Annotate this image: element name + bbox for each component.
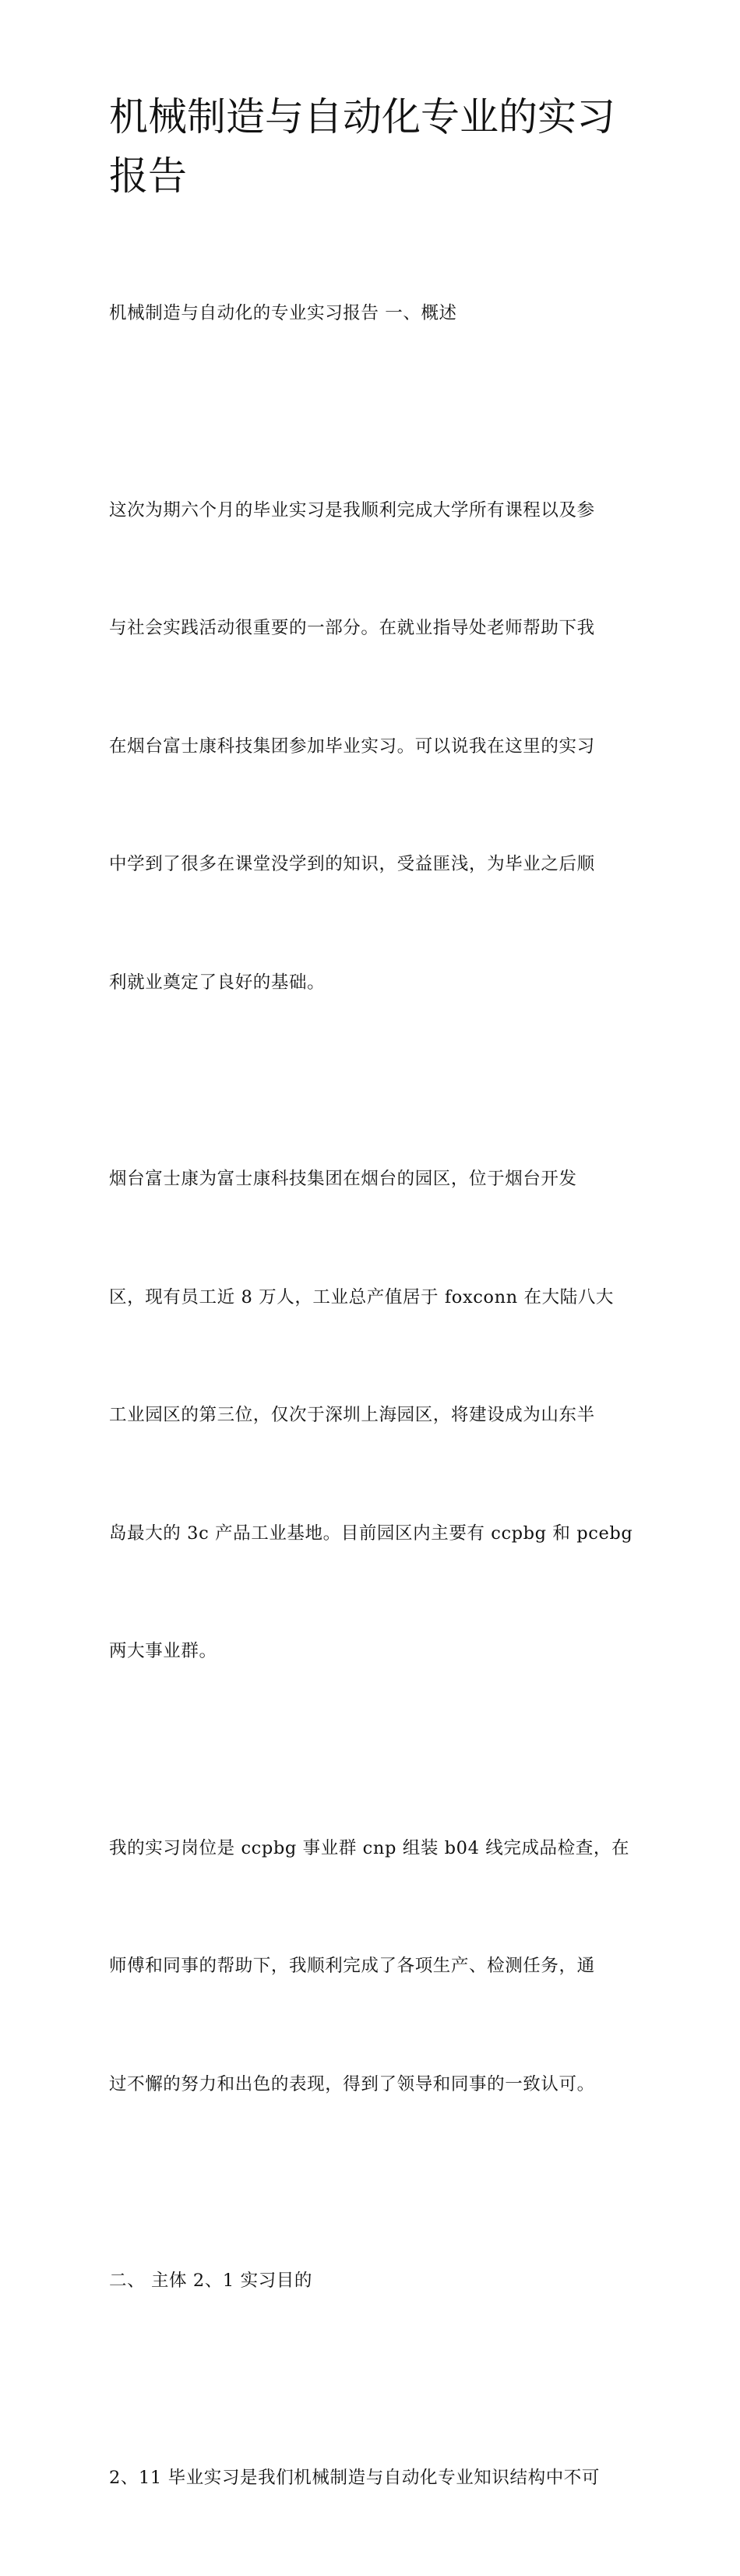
paragraph-company bbox=[109, 1081, 647, 1750]
text-line: 2、11 毕业实习是我们机械制造与自动化专业知识结构中不可 bbox=[109, 2458, 647, 2498]
text-line: 过不懈的努力和出色的表现，得到了领导和同事的一致认可。 bbox=[109, 2065, 647, 2105]
document-title bbox=[109, 87, 647, 206]
paragraph-purpose bbox=[109, 2380, 647, 2576]
title-line: 机械制造与自动化专业的实习 bbox=[109, 87, 647, 146]
document-body bbox=[109, 215, 647, 2576]
document-page bbox=[109, 87, 647, 2576]
text-line: 与社会实践活动很重要的一部分。在就业指导处老师帮助下我 bbox=[109, 609, 647, 648]
text-line: 岛最大的 3c 产品工业基地。目前园区内主要有 ccpbg 和 pcebg bbox=[109, 1514, 647, 1554]
paragraph-introduction bbox=[109, 412, 647, 1082]
text-line: 工业园区的第三位，仅次于深圳上海园区，将建设成为山东半 bbox=[109, 1396, 647, 1435]
text-line: 利就业奠定了良好的基础。 bbox=[109, 963, 647, 1003]
paragraph-main-heading bbox=[109, 2183, 647, 2380]
text-line: 师傅和同事的帮助下，我顺利完成了各项生产、检测任务，通 bbox=[109, 1946, 647, 1986]
text-line: 这次为期六个月的毕业实习是我顺利完成大学所有课程以及参 bbox=[109, 491, 647, 531]
paragraph-position bbox=[109, 1750, 647, 2183]
text-line: 我的实习岗位是 ccpbg 事业群 cnp 组装 b04 线完成品检查，在 bbox=[109, 1829, 647, 1868]
text-line: 机械制造与自动化的专业实习报告 一、概述 bbox=[109, 294, 647, 333]
text-line: 烟台富士康为富士康科技集团在烟台的园区，位于烟台开发 bbox=[109, 1159, 647, 1199]
text-line: 中学到了很多在课堂没学到的知识，受益匪浅，为毕业之后顺 bbox=[109, 845, 647, 884]
text-line: 二、 主体 2、1 实习目的 bbox=[109, 2261, 647, 2301]
text-line: 在烟台富士康科技集团参加毕业实习。可以说我在这里的实习 bbox=[109, 727, 647, 767]
paragraph-overview-heading bbox=[109, 215, 647, 412]
text-line: 两大事业群。 bbox=[109, 1632, 647, 1671]
text-line: 区，现有员工近 8 万人，工业总产值居于 foxconn 在大陆八大 bbox=[109, 1278, 647, 1318]
title-line: 报告 bbox=[109, 146, 647, 206]
